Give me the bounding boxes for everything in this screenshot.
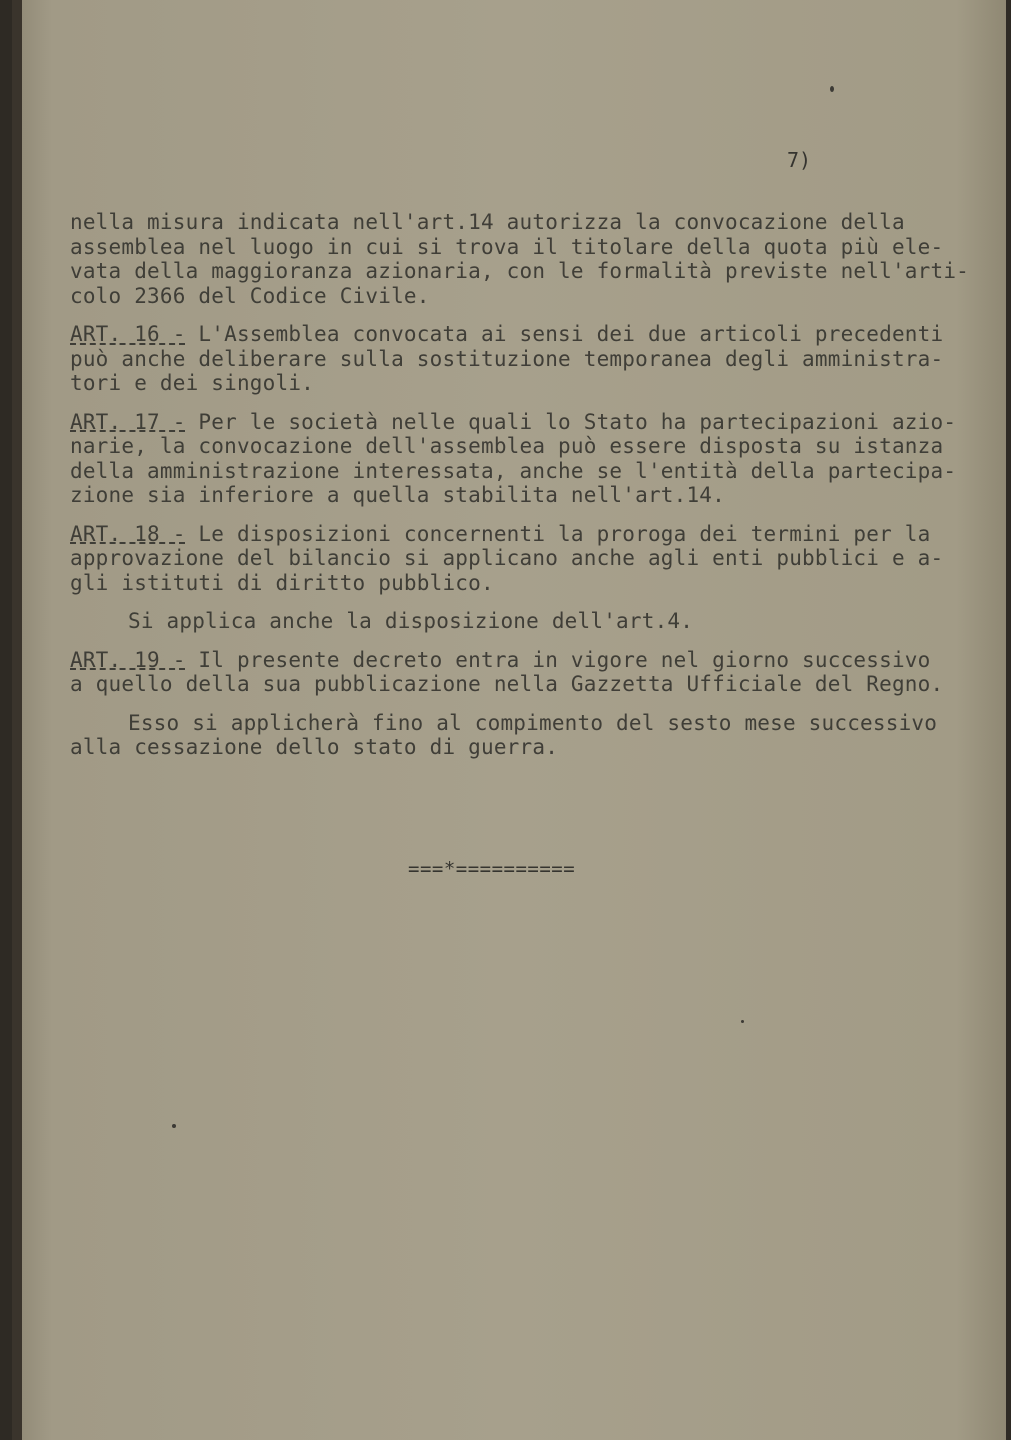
article-17 <box>70 410 970 508</box>
text-line: assemblea nel luogo in cui si trova il titolare della quota più ele- <box>70 234 944 259</box>
document-page <box>12 0 1006 1440</box>
document-body <box>70 210 970 774</box>
text-line: tori e dei singoli. <box>70 371 315 395</box>
text-line: Esso si applicherà fino al compimento del sesto mese successivo <box>128 710 938 735</box>
article-16 <box>70 322 970 396</box>
article-label: ART. 19 - <box>70 647 186 672</box>
text-line: a quello della sua pubblicazione nella Gazzetta Ufficiale del Regno. <box>70 672 944 696</box>
text-line: della amministrazione interessata, anche se l'entità della partecipa- <box>70 458 957 483</box>
article-19 <box>70 648 970 697</box>
text-line: nella misura indicata nell'art.14 autorizza la convocazione della <box>70 210 905 234</box>
text-line: vata della maggioranza azionaria, con le formalità previste nell'arti- <box>70 259 970 283</box>
text-line: zione sia inferiore a quella stabilita nell'art.14. <box>70 483 725 507</box>
text-line: approvazione del bilancio si applicano anche agli enti pubblici e a- <box>70 546 944 570</box>
article-label: ART. 17 - <box>70 409 186 434</box>
article-label: ART. 18 - <box>70 521 186 546</box>
text-line <box>70 648 970 673</box>
ink-speck <box>741 1020 744 1023</box>
article-18-addendum <box>70 609 970 634</box>
text-line: gli istituti di diritto pubblico. <box>70 570 494 595</box>
end-separator: ===*========== <box>408 858 576 880</box>
text-line-content: L'Assemblea convocata ai sensi dei due articoli precedenti <box>185 322 944 346</box>
text-line: può anche deliberare sulla sostituzione temporanea degli amministra- <box>70 346 944 371</box>
text-line: alla cessazione dello stato di guerra. <box>70 735 559 759</box>
text-line: narie, la convocazione dell'assemblea può essere disposta su istanza <box>70 434 944 458</box>
text-line <box>70 410 970 435</box>
ink-speck <box>172 1124 176 1128</box>
article-18 <box>70 522 970 596</box>
binding-edge <box>12 0 22 1440</box>
ink-speck <box>830 86 834 92</box>
text-line-content: Le disposizioni concernenti la proroga dei termini per la <box>185 521 931 546</box>
page-number: 7) <box>787 148 812 172</box>
closing-paragraph <box>70 711 970 760</box>
text-line: colo 2366 del Codice Civile. <box>70 283 430 308</box>
paragraph-continuation <box>70 210 970 308</box>
text-line-content: Per le società nelle quali lo Stato ha partecipazioni azio- <box>185 409 957 434</box>
text-line: Si applica anche la disposizione dell'art.4. <box>128 609 694 633</box>
article-label: ART. 16 - <box>70 322 186 346</box>
text-line-content: Il presente decreto entra in vigore nel giorno successivo <box>185 647 931 672</box>
text-line <box>70 522 970 547</box>
text-line <box>70 322 970 347</box>
